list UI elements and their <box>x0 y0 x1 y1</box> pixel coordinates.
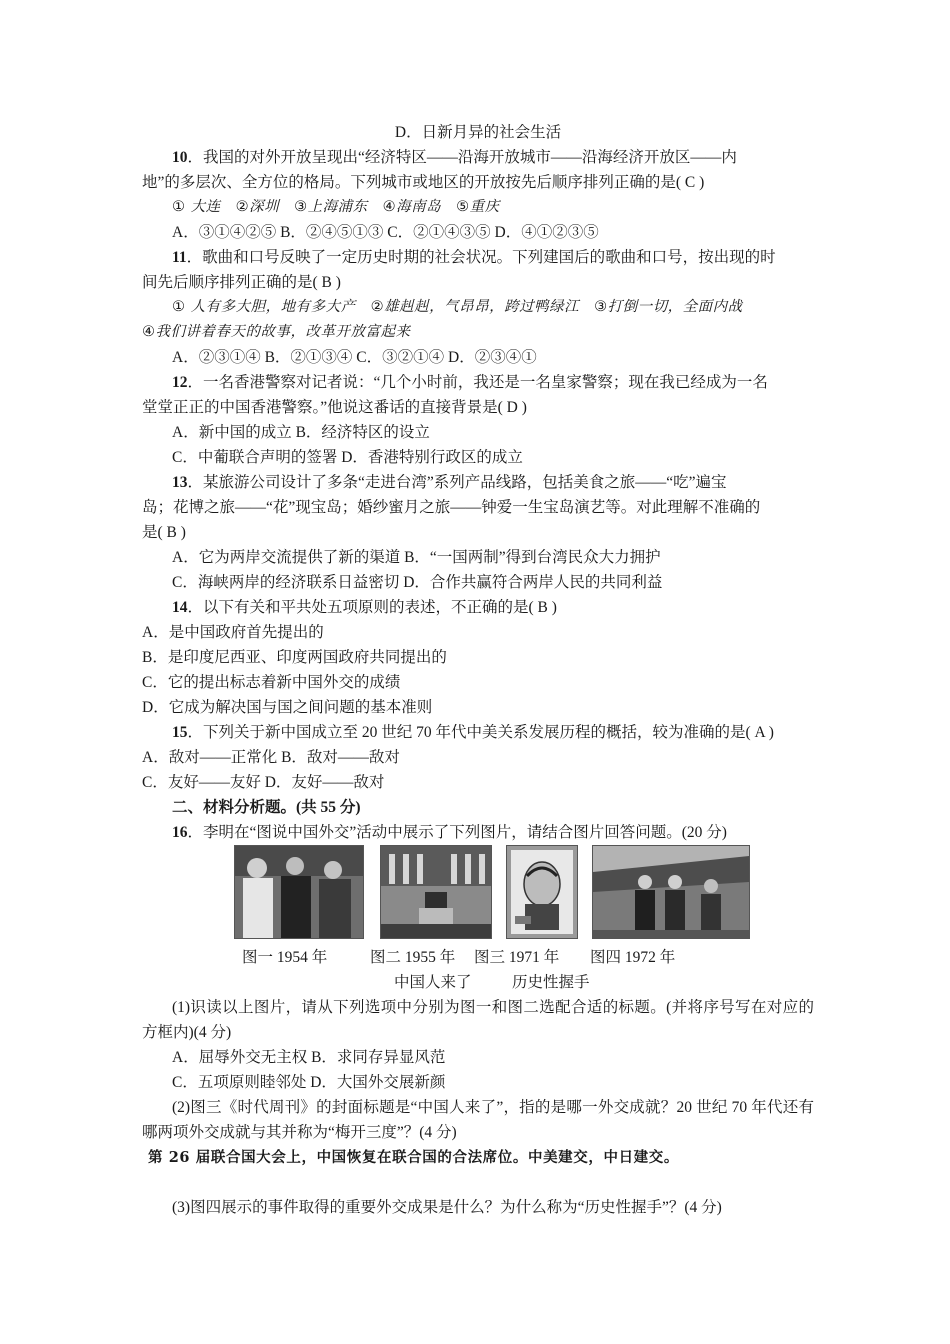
q10-text-a: ．我国的对外开放呈现出“经济特区——沿海开放城市——沿海经济开放区——内 <box>187 149 737 166</box>
q10-line1 <box>142 145 814 170</box>
q13-options-2: C．海峡两岸的经济联系日益密切 D．合作共赢符合两岸人民的共同利益 <box>172 574 663 591</box>
q12-number: 12 <box>172 374 188 391</box>
q12-options-2: C．中葡联合声明的签署 D．香港特别行政区的成立 <box>172 449 523 466</box>
q16-sub1: (1)识读以上图片，请从下列选项中分别为图一和图二选配合适的标题。(并将序号写在对应的方框内)(4 分) <box>142 999 814 1041</box>
q16-sub1-options-1: A．屈辱外交无主权 B．求同存异显风范 <box>172 1049 446 1066</box>
photo-figure-1 <box>234 845 364 939</box>
photo-figure-2 <box>380 845 492 939</box>
q14-text-a: ．以下有关和平共处五项原则的表述，不正确的是( B ) <box>187 599 557 616</box>
q13-line1 <box>142 470 814 495</box>
q12-line2: 堂堂正正的中国香港警察。”他说这番话的直接背景是( D ) <box>142 399 527 416</box>
q13-number: 13 <box>172 474 188 491</box>
q16-sub1-options-2: C．五项原则睦邻处 D．大国外交展新颜 <box>172 1074 446 1091</box>
q15-text-a: ．下列关于新中国成立至 20 世纪 70 年代中美关系发展历程的概括，较为准确的是( A ) <box>187 724 774 741</box>
q13-line3: 是( B ) <box>142 524 186 541</box>
figure-photos <box>234 845 754 937</box>
q10-options: A．③①④②⑤ B．②④⑤①③ C．②①④③⑤ D．④①②③⑤ <box>172 224 599 241</box>
q16-number: 16 <box>172 824 188 841</box>
section-2-heading: 二、材料分析题。(共 55 分) <box>172 799 361 816</box>
q14-option-d: D．它成为解决国与国之间问题的基本准则 <box>142 699 433 716</box>
q15-options-1: A．敌对——正常化 B．敌对——敌对 <box>142 749 400 766</box>
q14-line1 <box>142 595 814 620</box>
caption-figure-4: 图四 1972 年 <box>590 949 676 966</box>
q16-sub2-answer: 第 26 届联合国大会上，中国恢复在联合国的合法席位。中美建交，中日建交。 <box>148 1149 679 1166</box>
q15-number: 15 <box>172 724 188 741</box>
q11-number: 11 <box>172 249 187 266</box>
q13-options-1: A．它为两岸交流提供了新的渠道 B．“一国两制”得到台湾民众大力拥护 <box>172 549 661 566</box>
caption-figure-3: 图三 1971 年 <box>474 949 560 966</box>
q12-options-1: A．新中国的成立 B．经济特区的设立 <box>172 424 430 441</box>
q16-sub3: (3)图四展示的事件取得的重要外交成果是什么？为什么称为“历史性握手”？(4 分) <box>172 1199 722 1216</box>
q15-line1 <box>142 720 814 745</box>
q14-option-c: C．它的提出标志着新中国外交的成绩 <box>142 674 401 691</box>
q12-line1 <box>142 370 814 395</box>
q11-text-a: ．歌曲和口号反映了一定历史时期的社会状况。下列建国后的歌曲和口号，按出现的时 <box>186 249 776 266</box>
q12-text-a: ．一名香港警察对记者说：“几个小时前，我还是一名皇家警察；现在我已经成为一名 <box>187 374 768 391</box>
q10-items: ① 大连 ②深圳 ③上海浦东 ④海南岛 ⑤重庆 <box>172 199 500 215</box>
document-page-lower <box>142 995 814 1220</box>
q16-text-a: ．李明在“图说中国外交”活动中展示了下列图片，请结合图片回答问题。(20 分) <box>187 824 727 841</box>
q11-items-2: ④我们讲着春天的故事，改革开放富起来 <box>142 324 411 340</box>
q11-line1 <box>142 245 814 270</box>
q15-options-2: C．友好——友好 D．友好——敌对 <box>142 774 385 791</box>
q11-items-1: ① 人有多大胆，地有多大产 ②雄赳赳，气昂昂，跨过鸭绿江 ③打倒一切，全面内战 <box>172 299 743 315</box>
q16-sub2: (2)图三《时代周刊》的封面标题是“中国人来了”，指的是哪一外交成就？20 世纪 70 年代还有哪两项外交成就与其并称为“梅开三度”？(4 分) <box>142 1099 814 1141</box>
q16-line1 <box>142 820 814 845</box>
q13-line2: 岛；花博之旅——“花”现宝岛；婚纱蜜月之旅——钟爱一生宝岛演艺等。对此理解不准确的 <box>142 499 761 516</box>
q14-option-a: A．是中国政府首先提出的 <box>142 624 324 641</box>
q13-text-a: ．某旅游公司设计了多条“走进台湾”系列产品线路，包括美食之旅——“吃”遍宝 <box>187 474 727 491</box>
q10-line2: 地”的多层次、全方位的格局。下列城市或地区的开放按先后顺序排列正确的是( C ) <box>142 174 705 191</box>
photo-figure-3-time-cover <box>506 845 578 939</box>
q11-line2: 间先后顺序排列正确的是( B ) <box>142 274 341 291</box>
caption-figure-4-sub: 历史性握手 <box>512 974 590 991</box>
answer-blank-space <box>142 1170 814 1195</box>
option-d-q9: D．日新月异的社会生活 <box>394 124 562 141</box>
q10-number: 10 <box>172 149 188 166</box>
photo-figure-4 <box>592 845 750 939</box>
q14-option-b: B．是印度尼西亚、印度两国政府共同提出的 <box>142 649 447 666</box>
caption-figure-3-sub: 中国人来了 <box>394 974 472 991</box>
caption-figure-2: 图二 1955 年 <box>370 949 456 966</box>
q11-options: A．②③①④ B．②①③④ C．③②①④ D．②③④① <box>172 349 537 366</box>
caption-figure-1: 图一 1954 年 <box>242 949 328 966</box>
q14-number: 14 <box>172 599 188 616</box>
document-page <box>142 120 814 845</box>
